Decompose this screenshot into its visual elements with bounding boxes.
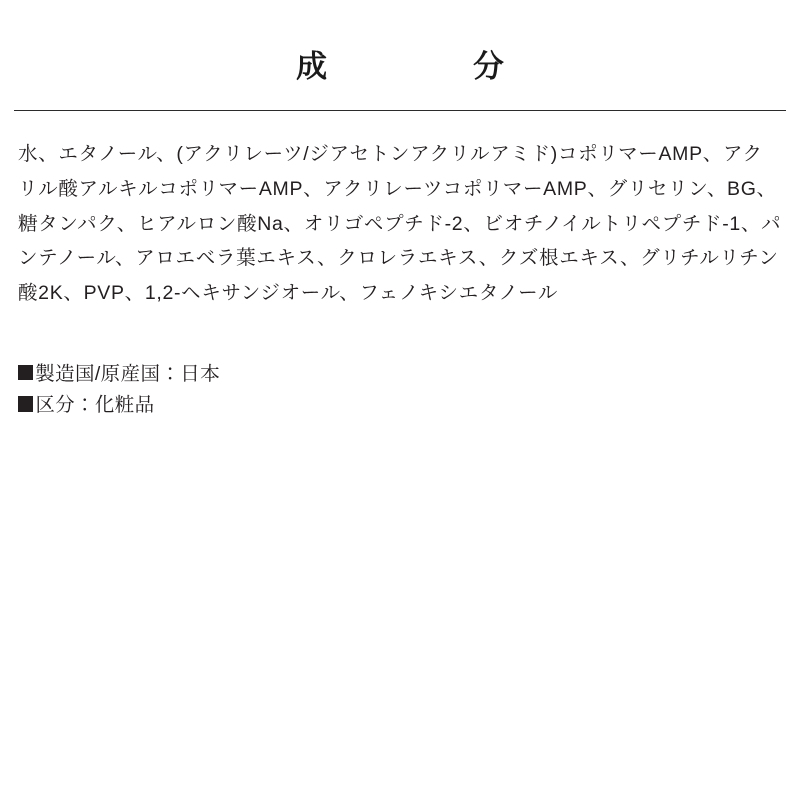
page-title: 成 分 xyxy=(296,49,532,84)
note-category-label: 区分：化粧品 xyxy=(35,394,155,417)
ingredients-list-text: 水、エタノール、(アクリレーツ/ジアセトンアクリルアミド)コポリマーAMP、アクリル酸アルキルコポリマーAMP、アクリレーツコポリマーAMP、グリセリン、BG、糖タンパク、ヒアルロン酸Na、オリゴペプチド-2、ビオチノイルトリペプチド-1、パンテノール、アロエベラ葉エキス、クロレラエキス、クズ根エキス、グリチルリチン酸2K、PVP、1,2-ヘキサンジオール、フェノキシエタノール xyxy=(18,143,782,304)
square-bullet-icon xyxy=(18,365,33,380)
note-item-country xyxy=(18,359,782,391)
note-country-label: 製造国/原産国：日本 xyxy=(35,362,221,385)
note-item-category xyxy=(18,390,782,422)
square-bullet-icon xyxy=(18,396,33,411)
notes-block xyxy=(0,311,800,422)
